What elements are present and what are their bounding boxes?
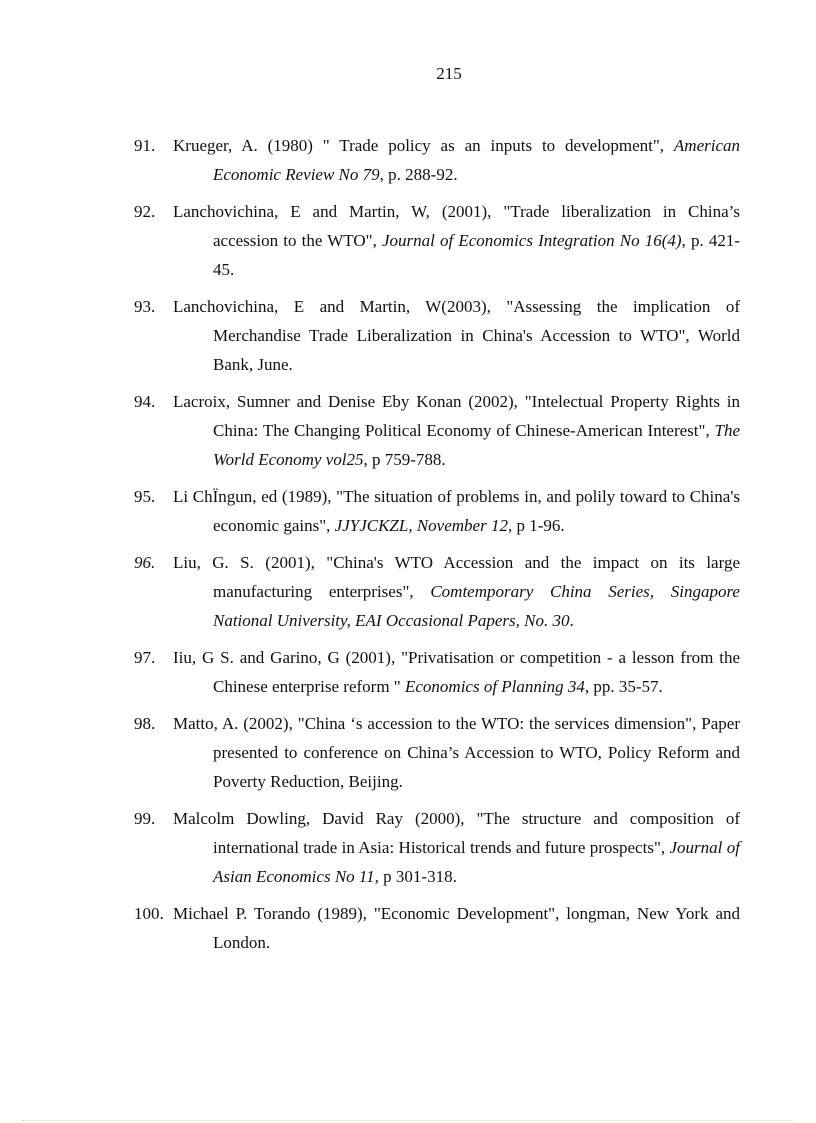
reference-text: p 301-318.	[378, 867, 457, 886]
reference-text: , p. 288-92.	[379, 165, 458, 184]
reference-text: .	[569, 611, 574, 630]
reference-text: Li ChÏngun, ed (1989), "The situation of problems in, and polily toward to China's economic gains",	[173, 487, 740, 535]
reference-source-title: Comtemporary China Series, Singapore National University, EAI Occasional Papers, No. 30	[213, 582, 740, 630]
reference-number: 93.	[134, 297, 156, 316]
reference-number: 98.	[134, 714, 156, 733]
reference-number: 99.	[134, 809, 156, 828]
reference-source-title: The World Economy vol25	[213, 421, 740, 469]
reference-source-title: Journal of Asian Economics No 11,	[213, 838, 740, 886]
page-bottom-divider	[22, 1120, 794, 1121]
reference-text: Liu, G. S. (2001), "China's WTO Accession and the impact on its large manufacturing enterprises",	[173, 553, 740, 601]
reference-number: 92.	[134, 202, 156, 221]
reference-entry	[134, 387, 740, 474]
reference-text: , p 1-96.	[507, 516, 565, 535]
reference-source-title: Journal of Economics Integration No 16(4)	[381, 231, 682, 250]
reference-entry	[134, 131, 740, 189]
reference-number: 96.	[134, 553, 156, 572]
reference-entry	[134, 899, 740, 957]
reference-text: Michael P. Torando (1989), "Economic Development", longman, New York and London.	[173, 904, 740, 952]
reference-entry	[134, 548, 740, 635]
reference-number: 94.	[134, 392, 156, 411]
reference-number: 97.	[134, 648, 156, 667]
reference-number: 95.	[134, 487, 156, 506]
reference-number: 91.	[134, 136, 156, 155]
reference-text: Iiu, G S. and Garino, G (2001), "Privatisation or competition - a lesson from the Chinese enterprise reform "	[173, 648, 740, 696]
reference-text: , p. 421-45.	[213, 231, 740, 279]
reference-text: Lanchovichina, E and Martin, W, (2001), "Trade liberalization in China’s accession to the WTO",	[173, 202, 740, 250]
reference-source-title: Economics of Planning 34	[404, 677, 585, 696]
reference-text: Krueger, A. (1980) " Trade policy as an inputs to development",	[173, 136, 674, 155]
reference-entry	[134, 804, 740, 891]
reference-source-title: American Economic Review No 79	[213, 136, 740, 184]
reference-list	[134, 131, 740, 965]
reference-entry	[134, 643, 740, 701]
reference-entry	[134, 482, 740, 540]
reference-source-title: JJYJCKZL, November 12	[334, 516, 508, 535]
reference-entry	[134, 292, 740, 379]
page-number: 215	[436, 64, 462, 83]
reference-text: Lacroix, Sumner and Denise Eby Konan (2002), "Intelectual Property Rights in China: The Changing Political Economy of Chinese-American Interest",	[173, 392, 740, 440]
reference-text: , pp. 35-57.	[584, 677, 663, 696]
reference-entry	[134, 709, 740, 796]
reference-entry	[134, 197, 740, 284]
reference-text: Malcolm Dowling, David Ray (2000), "The structure and composition of international trade in Asia: Historical trends and future prospects",	[173, 809, 740, 857]
reference-number: 100.	[134, 904, 164, 923]
reference-text: , p 759-788.	[363, 450, 446, 469]
reference-text: Lanchovichina, E and Martin, W(2003), "Assessing the implication of Merchandise Trade Liberalization in China's Accession to WTO", World Bank, June.	[173, 297, 740, 374]
reference-text: Matto, A. (2002), "China ‘s accession to the WTO: the services dimension", Paper presented to conference on China’s Accession to WTO, Policy Reform and Poverty Reduction, Beijing.	[173, 714, 740, 791]
